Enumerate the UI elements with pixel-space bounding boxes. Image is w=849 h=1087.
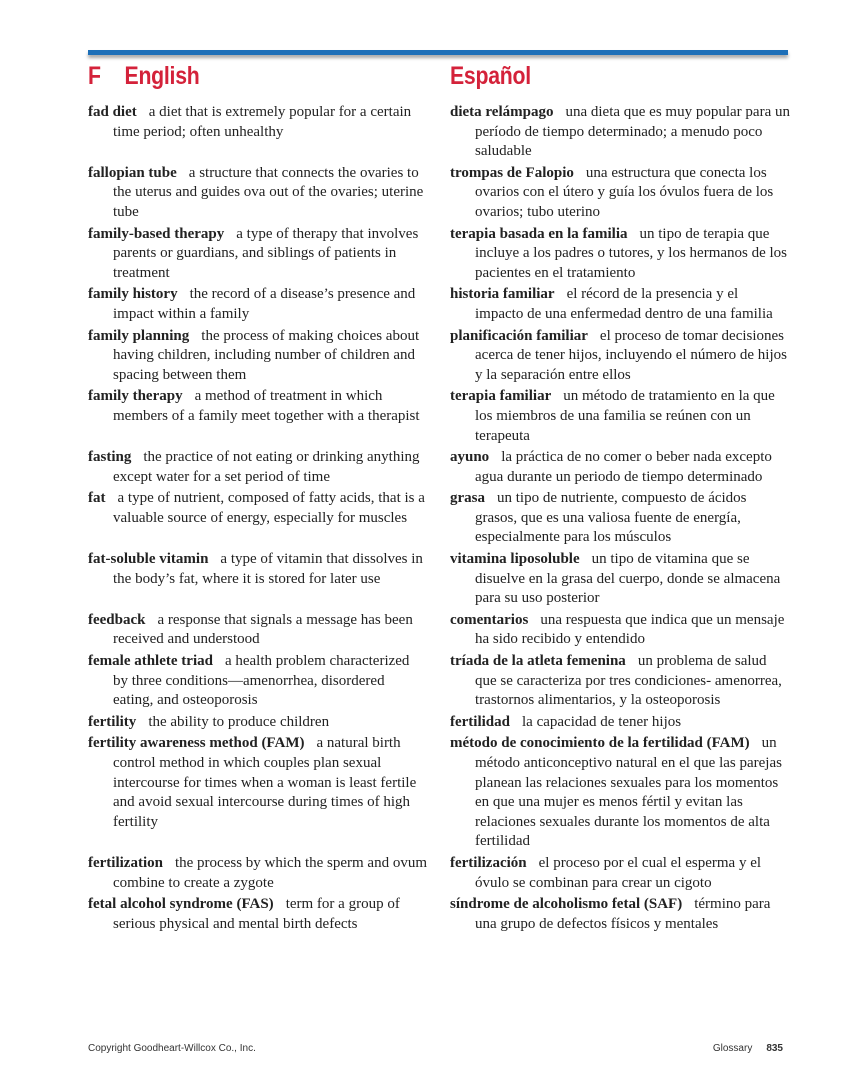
term: tríada de la atleta femenina — [450, 653, 626, 670]
spanish-entry — [450, 611, 790, 650]
definition: a type of vitamin that dissolves in the body’s fat, where it is stored for later use — [113, 551, 423, 587]
spanish-entry — [450, 652, 790, 711]
term: trompas de Falopio — [450, 164, 574, 181]
spanish-entry — [450, 387, 790, 446]
term: terapia familiar — [450, 388, 552, 405]
term: fertilización — [450, 854, 527, 871]
definition: a structure that connects the ovaries to the uterus and guides ova out of the ovaries; uterine tube — [113, 164, 424, 220]
english-entry — [88, 103, 428, 162]
definition: the practice of not eating or drinking anything except water for a set period of time — [113, 449, 420, 485]
english-entry — [88, 285, 428, 324]
term: family history — [88, 286, 178, 303]
definition: el récord de la presencia y el impacto de una enfermedad dentro de una familia — [475, 286, 773, 322]
term: fertilization — [88, 854, 163, 871]
term: ayuno — [450, 449, 490, 466]
term: feedback — [88, 611, 146, 628]
english-entry — [88, 611, 428, 650]
term: fasting — [88, 449, 132, 466]
section-letter: F — [88, 62, 101, 90]
english-entry — [88, 854, 428, 893]
spanish-entry — [450, 225, 790, 284]
definition: a method of treatment in which members of a family meet together with a therapist — [113, 388, 420, 424]
spanish-entry — [450, 164, 790, 223]
definition: una estructura que conecta los ovarios con el útero y guía los óvulos fuera de los ovarios; tubo uterino — [475, 164, 774, 220]
definition: a natural birth control method in which couples plan sexual intercourse for times when a woman is least fertile and avoid sexual intercourse during times of high fertility — [113, 735, 417, 830]
term: fertility — [88, 713, 137, 730]
spanish-entry — [450, 448, 790, 487]
definition: the process of making choices about having children, including number of children and spacing between them — [113, 327, 420, 383]
header-rule — [88, 50, 788, 55]
definition: una dieta que es muy popular para un período de tiempo determinado; a menudo poco saludable — [475, 104, 790, 160]
term: síndrome de alcoholismo fetal (SAF) — [450, 896, 683, 913]
spanish-entry — [450, 327, 790, 386]
definition: un método anticonceptivo natural en el que las parejas planean las relaciones sexuales para los momentos en que una mujer es menos fértil y evitan las relaciones sexuales durante los momentos de alta fertilidad — [475, 735, 782, 850]
definition: a health problem characterized by three conditions—amenorrhea, disordered eating, and osteoporosis — [113, 653, 410, 709]
english-entry — [88, 895, 428, 934]
term: historia familiar — [450, 286, 555, 303]
term: fat-soluble vitamin — [88, 551, 209, 568]
spanish-entry — [450, 103, 790, 162]
term: family planning — [88, 327, 190, 344]
definition: the process by which the sperm and ovum combine to create a zygote — [113, 854, 428, 891]
english-entry — [88, 550, 428, 609]
definition: un problema de salud que se caracteriza por tres condiciones- amenorrea, trastornos alimentarios, y la osteoporosis — [475, 653, 782, 709]
english-entry — [88, 652, 428, 711]
definition: una respuesta que indica que un mensaje ha sido recibido y entendido — [475, 611, 785, 648]
english-heading — [88, 62, 199, 91]
definition: el proceso de tomar decisiones acerca de tener hijos, incluyendo el número de hijos y la separación entre ellos — [475, 327, 787, 383]
english-entry — [88, 327, 428, 386]
english-entry — [88, 489, 428, 548]
definition: the ability to produce children — [148, 713, 330, 730]
page-footer — [713, 1043, 783, 1054]
section-name: Glossary — [712, 1043, 753, 1054]
definition: el proceso por el cual el esperma y el óvulo se combinan para crear un cigoto — [475, 854, 762, 891]
spanish-entry — [450, 734, 790, 852]
term: female athlete triad — [88, 653, 213, 670]
definition: term for a group of serious physical and mental birth defects — [113, 896, 400, 932]
spanish-entry — [450, 854, 790, 893]
definition: a response that signals a message has been received and understood — [113, 611, 413, 648]
definition: término para una grupo de defectos físicos y mentales — [475, 896, 771, 932]
english-label: English — [124, 62, 200, 90]
spanish-entry — [450, 285, 790, 324]
term: fad diet — [88, 104, 137, 120]
definition: un tipo de terapia que incluye a los padres o tutores, y los hermanos de los pacientes en el tratamiento — [475, 225, 788, 281]
english-entry — [88, 713, 428, 733]
term: fertilidad — [450, 713, 510, 730]
definition: la capacidad de tener hijos — [522, 713, 682, 730]
definition: a diet that is extremely popular for a certain time period; often unhealthy — [113, 104, 412, 140]
definition: a type of nutrient, composed of fatty acids, that is a valuable source of energy, especially for muscles — [113, 490, 425, 526]
english-entry — [88, 387, 428, 446]
spanish-entry — [450, 489, 790, 548]
spanish-entry — [450, 550, 790, 609]
definition: the record of a disease’s presence and impact within a family — [113, 286, 416, 322]
english-entry — [88, 225, 428, 284]
term: fallopian tube — [88, 164, 177, 181]
spanish-entry — [450, 895, 790, 934]
english-entry — [88, 448, 428, 487]
definition: la práctica de no comer o beber nada excepto agua durante un periodo de tiempo determinado — [475, 449, 772, 485]
term: comentarios — [450, 611, 529, 628]
glossary-entries — [88, 103, 788, 934]
definition: un método de tratamiento en la que los miembros de una familia se reúnen con un terapeuta — [475, 388, 775, 444]
term: family-based therapy — [88, 225, 225, 242]
definition: a type of therapy that involves parents or guardians, and siblings of patients in treatment — [113, 225, 419, 281]
definition: un tipo de nutriente, compuesto de ácidos grasos, que es una valiosa fuente de energía, especialmente para los músculos — [475, 490, 747, 546]
term: método de conocimiento de la fertilidad (FAM) — [450, 735, 750, 752]
term: dieta relámpago — [450, 104, 554, 120]
term: planificación familiar — [450, 327, 588, 344]
copyright: Copyright Goodheart-Willcox Co., Inc. — [88, 1043, 256, 1054]
term: grasa — [450, 490, 485, 507]
english-entry — [88, 164, 428, 223]
spanish-entry — [450, 713, 790, 733]
term: fetal alcohol syndrome (FAS) — [88, 896, 274, 913]
definition: un tipo de vitamina que se disuelve en la grasa del cuerpo, donde se almacena para su uso posterior — [475, 551, 781, 607]
english-entry — [88, 734, 428, 852]
term: fat — [88, 490, 106, 507]
spanish-heading: Español — [450, 62, 531, 90]
page-number: 835 — [766, 1043, 783, 1054]
term: terapia basada en la familia — [450, 225, 628, 242]
term: fertility awareness method (FAM) — [88, 735, 305, 752]
term: vitamina liposoluble — [450, 551, 580, 568]
term: family therapy — [88, 388, 183, 405]
